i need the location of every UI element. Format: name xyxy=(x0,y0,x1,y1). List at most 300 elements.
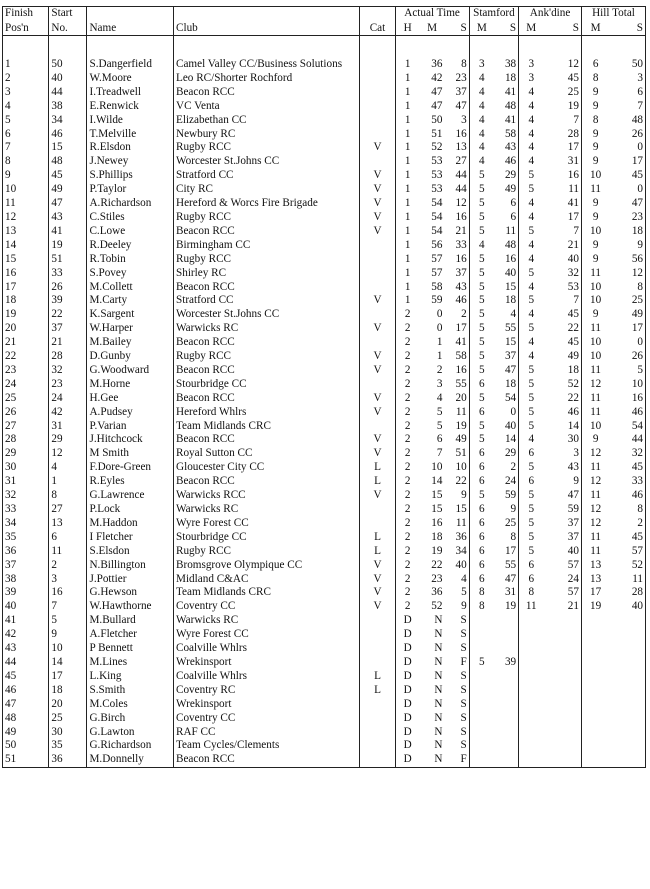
hill-total-minutes-cell: 9 xyxy=(592,99,599,112)
actual-minutes-cell: 3 xyxy=(436,377,443,390)
finish-pos-cell: 15 xyxy=(3,253,49,267)
table-row xyxy=(3,169,646,183)
actual-minutes-cell: 15 xyxy=(431,489,443,502)
ankdine-minutes-cell: 5 xyxy=(528,322,535,335)
ankdine-seconds-cell: 17 xyxy=(543,211,581,225)
actual-hours-cell: 1 xyxy=(404,224,411,237)
actual-hours-cell: 1 xyxy=(404,58,411,70)
hill-total-seconds-cell: 11 xyxy=(609,573,645,587)
club-cell: Beacon RCC xyxy=(174,336,360,350)
club-cell: Wrekinsport xyxy=(174,698,360,712)
hill-total-seconds-cell: 7 xyxy=(609,100,645,114)
hill-total-seconds-cell xyxy=(609,753,645,767)
actual-s-header: S xyxy=(444,20,469,36)
actual-seconds-cell: 5 xyxy=(444,586,469,600)
actual-h-header: H xyxy=(395,20,420,36)
finish-pos-cell: 13 xyxy=(3,225,49,239)
actual-minutes-cell: 42 xyxy=(431,71,443,84)
stamford-seconds-cell: 19 xyxy=(494,600,519,614)
stamford-minutes-cell xyxy=(469,684,494,698)
rider-name-cell: I.Treadwell xyxy=(87,86,174,100)
club-cell: Beacon RCC xyxy=(174,475,360,489)
actual-seconds-cell: S xyxy=(444,628,469,642)
hill-total-seconds-cell: 0 xyxy=(609,141,645,155)
stamford-seconds-cell xyxy=(494,628,519,642)
hill-total-minutes-cell: 10 xyxy=(590,224,602,237)
stamford-minutes-cell: 5 xyxy=(479,489,485,502)
ankdine-seconds-cell xyxy=(543,656,581,670)
actual-minutes-cell: 1 xyxy=(436,350,443,363)
category-cell: V xyxy=(360,211,395,225)
table-row xyxy=(3,531,646,545)
hill-total-header: Hill Total xyxy=(581,7,645,21)
hill-total-minutes-cell: 9 xyxy=(592,433,599,446)
finish-pos-cell: 1 xyxy=(3,58,49,72)
actual-minutes-cell: 16 xyxy=(431,516,443,529)
rider-name-cell: R.Eyles xyxy=(87,475,174,489)
club-cell: Wyre Forest CC xyxy=(174,628,360,642)
actual-hours-cell: 2 xyxy=(404,350,411,363)
rider-name-cell: S.Elsdon xyxy=(87,545,174,559)
actual-seconds-cell: F xyxy=(444,753,469,767)
name-header: Name xyxy=(87,20,174,36)
table-row xyxy=(3,225,646,239)
actual-hours-cell: 1 xyxy=(404,141,411,154)
club-cell: Stourbridge CC xyxy=(174,378,360,392)
hill-total-seconds-cell: 8 xyxy=(609,281,645,295)
stamford-seconds-cell: 18 xyxy=(494,72,519,86)
category-cell: L xyxy=(360,684,395,698)
stamford-seconds-cell: 41 xyxy=(494,114,519,128)
start-no-cell: 8 xyxy=(49,489,87,503)
actual-seconds-cell: 16 xyxy=(444,128,469,142)
actual-seconds-cell: 51 xyxy=(444,447,469,461)
table-row xyxy=(3,684,646,698)
actual-seconds-cell: 44 xyxy=(444,169,469,183)
category-cell xyxy=(360,253,395,267)
finish-pos-cell: 33 xyxy=(3,503,49,517)
rider-name-cell: L.King xyxy=(87,670,174,684)
stamford-seconds-cell xyxy=(494,684,519,698)
stamford-minutes-cell: 6 xyxy=(479,503,485,515)
actual-hours-cell: 2 xyxy=(404,530,411,543)
hill-total-seconds-cell: 47 xyxy=(609,197,645,211)
ankdine-seconds-cell xyxy=(543,698,581,712)
finish-pos-cell: 25 xyxy=(3,392,49,406)
club-cell: Wrekinsport xyxy=(174,656,360,670)
actual-minutes-cell: 53 xyxy=(431,183,443,196)
club-cell: Coalville Whlrs xyxy=(174,642,360,656)
pos-header: Pos'n xyxy=(3,20,49,36)
cat-header-top xyxy=(360,7,395,21)
hill-total-minutes-cell xyxy=(581,698,609,712)
finish-pos-cell: 28 xyxy=(3,433,49,447)
stamford-minutes-cell: 4 xyxy=(479,99,485,112)
actual-hours-cell: 1 xyxy=(404,280,411,293)
actual-seconds-cell: S xyxy=(444,739,469,753)
club-cell: Warwicks RCC xyxy=(174,489,360,503)
stamford-seconds-cell: 0 xyxy=(494,406,519,420)
actual-minutes-cell: 2 xyxy=(436,363,443,376)
actual-hours-cell: 1 xyxy=(404,155,411,168)
ankdine-minutes-cell: 4 xyxy=(528,141,535,154)
stamford-seconds-cell: 31 xyxy=(494,586,519,600)
ankdine-minutes-cell: 4 xyxy=(528,113,535,126)
hill-total-seconds-cell xyxy=(609,642,645,656)
club-cell: Rugby RCC xyxy=(174,545,360,559)
start-no-cell: 50 xyxy=(49,58,87,72)
actual-hours-cell: 2 xyxy=(404,363,411,376)
table-row xyxy=(3,461,646,475)
ankdine-s-header: S xyxy=(543,20,581,36)
finish-pos-cell: 38 xyxy=(3,573,49,587)
finish-pos-cell: 10 xyxy=(3,183,49,197)
actual-minutes-cell: N xyxy=(434,711,443,724)
start-no-cell: 41 xyxy=(49,225,87,239)
start-no-cell: 30 xyxy=(49,726,87,740)
stamford-minutes-cell: 5 xyxy=(479,336,485,349)
rider-name-cell: I.Wilde xyxy=(87,114,174,128)
hill-total-seconds-cell: 46 xyxy=(609,489,645,503)
category-cell xyxy=(360,155,395,169)
ankdine-seconds-cell: 53 xyxy=(543,281,581,295)
hill-total-seconds-cell: 40 xyxy=(609,600,645,614)
actual-hours-cell: 2 xyxy=(404,572,411,585)
club-cell: Shirley RC xyxy=(174,267,360,281)
ankdine-minutes-cell: 6 xyxy=(528,572,535,585)
hill-total-seconds-cell xyxy=(609,739,645,753)
club-cell: RAF CC xyxy=(174,726,360,740)
table-row xyxy=(3,114,646,128)
finish-pos-cell: 18 xyxy=(3,294,49,308)
start-no-cell: 17 xyxy=(49,670,87,684)
rider-name-cell: W.Moore xyxy=(87,72,174,86)
table-row xyxy=(3,573,646,587)
hill-total-seconds-cell: 26 xyxy=(609,350,645,364)
stamford-minutes-cell: 4 xyxy=(479,141,485,154)
rider-name-cell: J.Pottier xyxy=(87,573,174,587)
ankdine-seconds-cell: 3 xyxy=(543,447,581,461)
stamford-minutes-cell: 6 xyxy=(479,544,485,557)
actual-seconds-cell: 23 xyxy=(444,72,469,86)
start-no-cell: 6 xyxy=(49,531,87,545)
rider-name-cell: P.Lock xyxy=(87,503,174,517)
hill-total-minutes-cell: 17 xyxy=(590,586,602,599)
stamford-minutes-cell: 5 xyxy=(479,210,485,223)
start-no-cell: 18 xyxy=(49,684,87,698)
ankdine-seconds-cell xyxy=(543,642,581,656)
actual-seconds-cell: 37 xyxy=(444,86,469,100)
start-no-cell: 4 xyxy=(49,461,87,475)
ankdine-seconds-cell xyxy=(543,614,581,628)
stamford-seconds-cell: 2 xyxy=(494,461,519,475)
actual-hours-cell: 1 xyxy=(404,71,411,84)
actual-minutes-cell: 58 xyxy=(431,280,443,293)
finish-pos-cell: 23 xyxy=(3,364,49,378)
table-row xyxy=(3,614,646,628)
ankdine-minutes-cell: 5 xyxy=(528,266,535,279)
stamford-minutes-cell: 4 xyxy=(479,85,485,98)
finish-pos-cell: 45 xyxy=(3,670,49,684)
table-row xyxy=(3,517,646,531)
ankdine-seconds-cell: 30 xyxy=(543,433,581,447)
actual-seconds-cell: 34 xyxy=(444,545,469,559)
finish-pos-cell: 32 xyxy=(3,489,49,503)
table-row xyxy=(3,712,646,726)
club-cell: Team Midlands CRC xyxy=(174,586,360,600)
actual-minutes-cell: N xyxy=(434,739,443,752)
ankdine-seconds-cell: 43 xyxy=(543,461,581,475)
ankdine-seconds-cell xyxy=(543,739,581,753)
hill-total-seconds-cell: 57 xyxy=(609,545,645,559)
rider-name-cell: S.Smith xyxy=(87,684,174,698)
ankdine-seconds-cell xyxy=(543,684,581,698)
ankdine-seconds-cell: 28 xyxy=(543,128,581,142)
ankdine-seconds-cell: 37 xyxy=(543,531,581,545)
club-cell: Leo RC/Shorter Rochford xyxy=(174,72,360,86)
table-row xyxy=(3,642,646,656)
ankdine-minutes-cell xyxy=(519,726,544,740)
results-table xyxy=(2,6,646,768)
actual-minutes-cell: 15 xyxy=(431,503,443,515)
actual-seconds-cell: 19 xyxy=(444,420,469,434)
hill-total-minutes-cell: 11 xyxy=(590,391,602,404)
rider-name-cell: P.Taylor xyxy=(87,183,174,197)
finish-pos-cell: 27 xyxy=(3,420,49,434)
hill-total-minutes-cell xyxy=(581,712,609,726)
ankdine-seconds-cell: 52 xyxy=(543,378,581,392)
actual-seconds-cell: S xyxy=(444,684,469,698)
stamford-minutes-cell: 5 xyxy=(479,391,485,404)
stamford-minutes-cell: 5 xyxy=(479,169,485,182)
hill-total-minutes-cell: 11 xyxy=(590,363,602,376)
category-cell xyxy=(360,128,395,142)
hill-total-seconds-cell: 45 xyxy=(609,531,645,545)
actual-hours-cell: 1 xyxy=(404,266,411,279)
stamford-seconds-cell: 46 xyxy=(494,155,519,169)
hill-total-minutes-cell xyxy=(581,614,609,628)
category-cell: V xyxy=(360,489,395,503)
finish-header: Finish xyxy=(3,7,49,21)
table-row xyxy=(3,267,646,281)
category-cell xyxy=(360,753,395,767)
stamford-seconds-cell: 40 xyxy=(494,420,519,434)
ankdine-m-header: M xyxy=(519,20,544,36)
category-cell xyxy=(360,378,395,392)
category-cell: V xyxy=(360,350,395,364)
category-cell: V xyxy=(360,141,395,155)
ankdine-seconds-cell: 31 xyxy=(543,155,581,169)
actual-hours-cell: 1 xyxy=(404,113,411,126)
hill-total-seconds-cell xyxy=(609,712,645,726)
actual-seconds-cell: 49 xyxy=(444,433,469,447)
table-row xyxy=(3,447,646,461)
table-row xyxy=(3,100,646,114)
stamford-minutes-cell: 5 xyxy=(479,294,485,307)
start-no-cell: 1 xyxy=(49,475,87,489)
actual-seconds-cell: 22 xyxy=(444,475,469,489)
hill-total-minutes-cell: 9 xyxy=(592,308,599,321)
actual-minutes-cell: 5 xyxy=(436,405,443,418)
actual-hours-cell: 1 xyxy=(404,197,411,210)
hill-total-minutes-cell: 9 xyxy=(592,127,599,140)
category-cell: V xyxy=(360,225,395,239)
start-no-cell: 3 xyxy=(49,573,87,587)
start-no-cell: 21 xyxy=(49,336,87,350)
actual-seconds-cell: 44 xyxy=(444,183,469,197)
ankdine-minutes-cell: 5 xyxy=(528,294,535,307)
hill-total-minutes-cell: 12 xyxy=(590,516,602,529)
table-row xyxy=(3,72,646,86)
club-cell: Camel Valley CC/Business Solutions xyxy=(174,58,360,72)
actual-minutes-cell: 56 xyxy=(431,238,443,251)
hill-total-minutes-cell: 9 xyxy=(592,210,599,223)
hill-total-minutes-cell xyxy=(581,726,609,740)
stamford-seconds-cell: 29 xyxy=(494,447,519,461)
stamford-minutes-cell: 6 xyxy=(479,447,485,460)
stamford-seconds-cell xyxy=(494,726,519,740)
actual-minutes-cell: 10 xyxy=(431,461,443,474)
stamford-seconds-cell: 25 xyxy=(494,517,519,531)
ankdine-seconds-cell: 49 xyxy=(543,350,581,364)
club-cell: Beacon RCC xyxy=(174,364,360,378)
table-row xyxy=(3,128,646,142)
stamford-minutes-cell: 6 xyxy=(479,572,485,585)
ankdine-minutes-cell: 11 xyxy=(525,600,537,613)
actual-minutes-cell: 54 xyxy=(431,197,443,210)
table-row xyxy=(3,600,646,614)
ankdine-seconds-cell: 9 xyxy=(543,475,581,489)
hill-total-minutes-cell xyxy=(581,684,609,698)
ankdine-minutes-cell: 5 xyxy=(528,489,535,502)
ankdine-minutes-cell: 5 xyxy=(528,530,535,543)
stamford-seconds-cell: 47 xyxy=(494,573,519,587)
finish-pos-cell: 48 xyxy=(3,712,49,726)
table-row xyxy=(3,308,646,322)
start-no-cell: 13 xyxy=(49,517,87,531)
hill-total-minutes-cell: 11 xyxy=(590,489,602,502)
stamford-minutes-cell: 5 xyxy=(479,197,485,210)
ankdine-minutes-cell xyxy=(519,656,544,670)
hill-total-seconds-cell: 48 xyxy=(609,114,645,128)
stamford-minutes-cell xyxy=(469,628,494,642)
stamford-seconds-cell: 17 xyxy=(494,545,519,559)
finish-pos-cell: 9 xyxy=(3,169,49,183)
rider-name-cell: P Bennett xyxy=(87,642,174,656)
ankdine-seconds-cell: 7 xyxy=(543,114,581,128)
ankdine-minutes-cell xyxy=(519,628,544,642)
table-row xyxy=(3,86,646,100)
cat-header: Cat xyxy=(360,20,395,36)
actual-hours-cell: D xyxy=(395,753,420,767)
ankdine-minutes-cell: 8 xyxy=(528,586,535,599)
actual-seconds-cell: 33 xyxy=(444,239,469,253)
club-cell: Midland C&AC xyxy=(174,573,360,587)
table-row xyxy=(3,378,646,392)
actual-seconds-cell: 40 xyxy=(444,559,469,573)
actual-seconds-cell: 9 xyxy=(444,600,469,614)
finish-pos-cell: 29 xyxy=(3,447,49,461)
ankdine-minutes-cell: 4 xyxy=(528,280,535,293)
ankdine-seconds-cell: 21 xyxy=(543,239,581,253)
stamford-minutes-cell xyxy=(469,726,494,740)
start-no-cell: 5 xyxy=(49,614,87,628)
hill-total-seconds-cell: 49 xyxy=(609,308,645,322)
stamford-minutes-cell: 4 xyxy=(479,127,485,140)
hill-total-seconds-cell: 50 xyxy=(609,58,645,72)
hill-total-minutes-cell: 9 xyxy=(592,197,599,210)
club-cell: Team Cycles/Clements xyxy=(174,739,360,753)
hill-total-seconds-cell: 6 xyxy=(609,86,645,100)
actual-seconds-cell: S xyxy=(444,726,469,740)
stamford-header: Stamford xyxy=(469,7,518,21)
hill-total-minutes-cell: 12 xyxy=(590,447,602,460)
stamford-seconds-cell: 55 xyxy=(494,559,519,573)
stamford-seconds-cell: 29 xyxy=(494,169,519,183)
table-row xyxy=(3,753,646,767)
finish-pos-cell: 43 xyxy=(3,642,49,656)
actual-minutes-cell: N xyxy=(434,697,443,710)
actual-minutes-cell: 19 xyxy=(431,544,443,557)
category-cell xyxy=(360,239,395,253)
hill-total-seconds-cell xyxy=(609,670,645,684)
ankdine-minutes-cell: 4 xyxy=(528,308,535,321)
category-cell xyxy=(360,86,395,100)
ankdine-seconds-cell: 37 xyxy=(543,517,581,531)
rider-name-cell: G.Hewson xyxy=(87,586,174,600)
actual-seconds-cell: S xyxy=(444,670,469,684)
ankdine-minutes-cell: 4 xyxy=(528,433,535,446)
ankdine-seconds-cell: 40 xyxy=(543,545,581,559)
category-cell: L xyxy=(360,531,395,545)
stamford-seconds-cell: 24 xyxy=(494,475,519,489)
actual-seconds-cell: S xyxy=(444,698,469,712)
spacer-row xyxy=(3,36,646,59)
actual-hours-cell: 2 xyxy=(404,308,411,321)
hill-total-minutes-cell xyxy=(581,753,609,767)
stamford-seconds-cell: 38 xyxy=(494,58,519,72)
category-cell: V xyxy=(360,600,395,614)
hill-total-seconds-cell: 28 xyxy=(609,586,645,600)
stamford-minutes-cell xyxy=(469,614,494,628)
category-cell: V xyxy=(360,559,395,573)
actual-seconds-cell: 37 xyxy=(444,267,469,281)
hill-total-minutes-cell: 9 xyxy=(592,141,599,154)
actual-minutes-cell: 47 xyxy=(431,99,443,112)
actual-hours-cell: 2 xyxy=(404,419,411,432)
rider-name-cell: R.Elsdon xyxy=(87,141,174,155)
category-cell: V xyxy=(360,392,395,406)
finish-pos-cell: 51 xyxy=(3,753,49,767)
actual-hours-cell: 1 xyxy=(404,85,411,98)
finish-pos-cell: 30 xyxy=(3,461,49,475)
hill-total-seconds-cell: 12 xyxy=(609,267,645,281)
ankdine-minutes-cell: 4 xyxy=(528,252,535,265)
actual-hours-cell: 2 xyxy=(404,322,411,335)
actual-hours-cell: 2 xyxy=(404,600,411,613)
actual-hours-cell: 2 xyxy=(404,516,411,529)
hill-total-minutes-cell: 10 xyxy=(590,169,602,182)
start-no-cell: 43 xyxy=(49,211,87,225)
stamford-minutes-cell: 5 xyxy=(479,308,485,321)
rider-name-cell: W.Hawthorne xyxy=(87,600,174,614)
actual-hours-cell: D xyxy=(403,614,412,627)
ankdine-minutes-cell: 4 xyxy=(528,336,535,349)
actual-minutes-cell: N xyxy=(434,614,443,627)
table-row xyxy=(3,58,646,72)
category-cell: L xyxy=(360,670,395,684)
hill-total-seconds-cell: 33 xyxy=(609,475,645,489)
